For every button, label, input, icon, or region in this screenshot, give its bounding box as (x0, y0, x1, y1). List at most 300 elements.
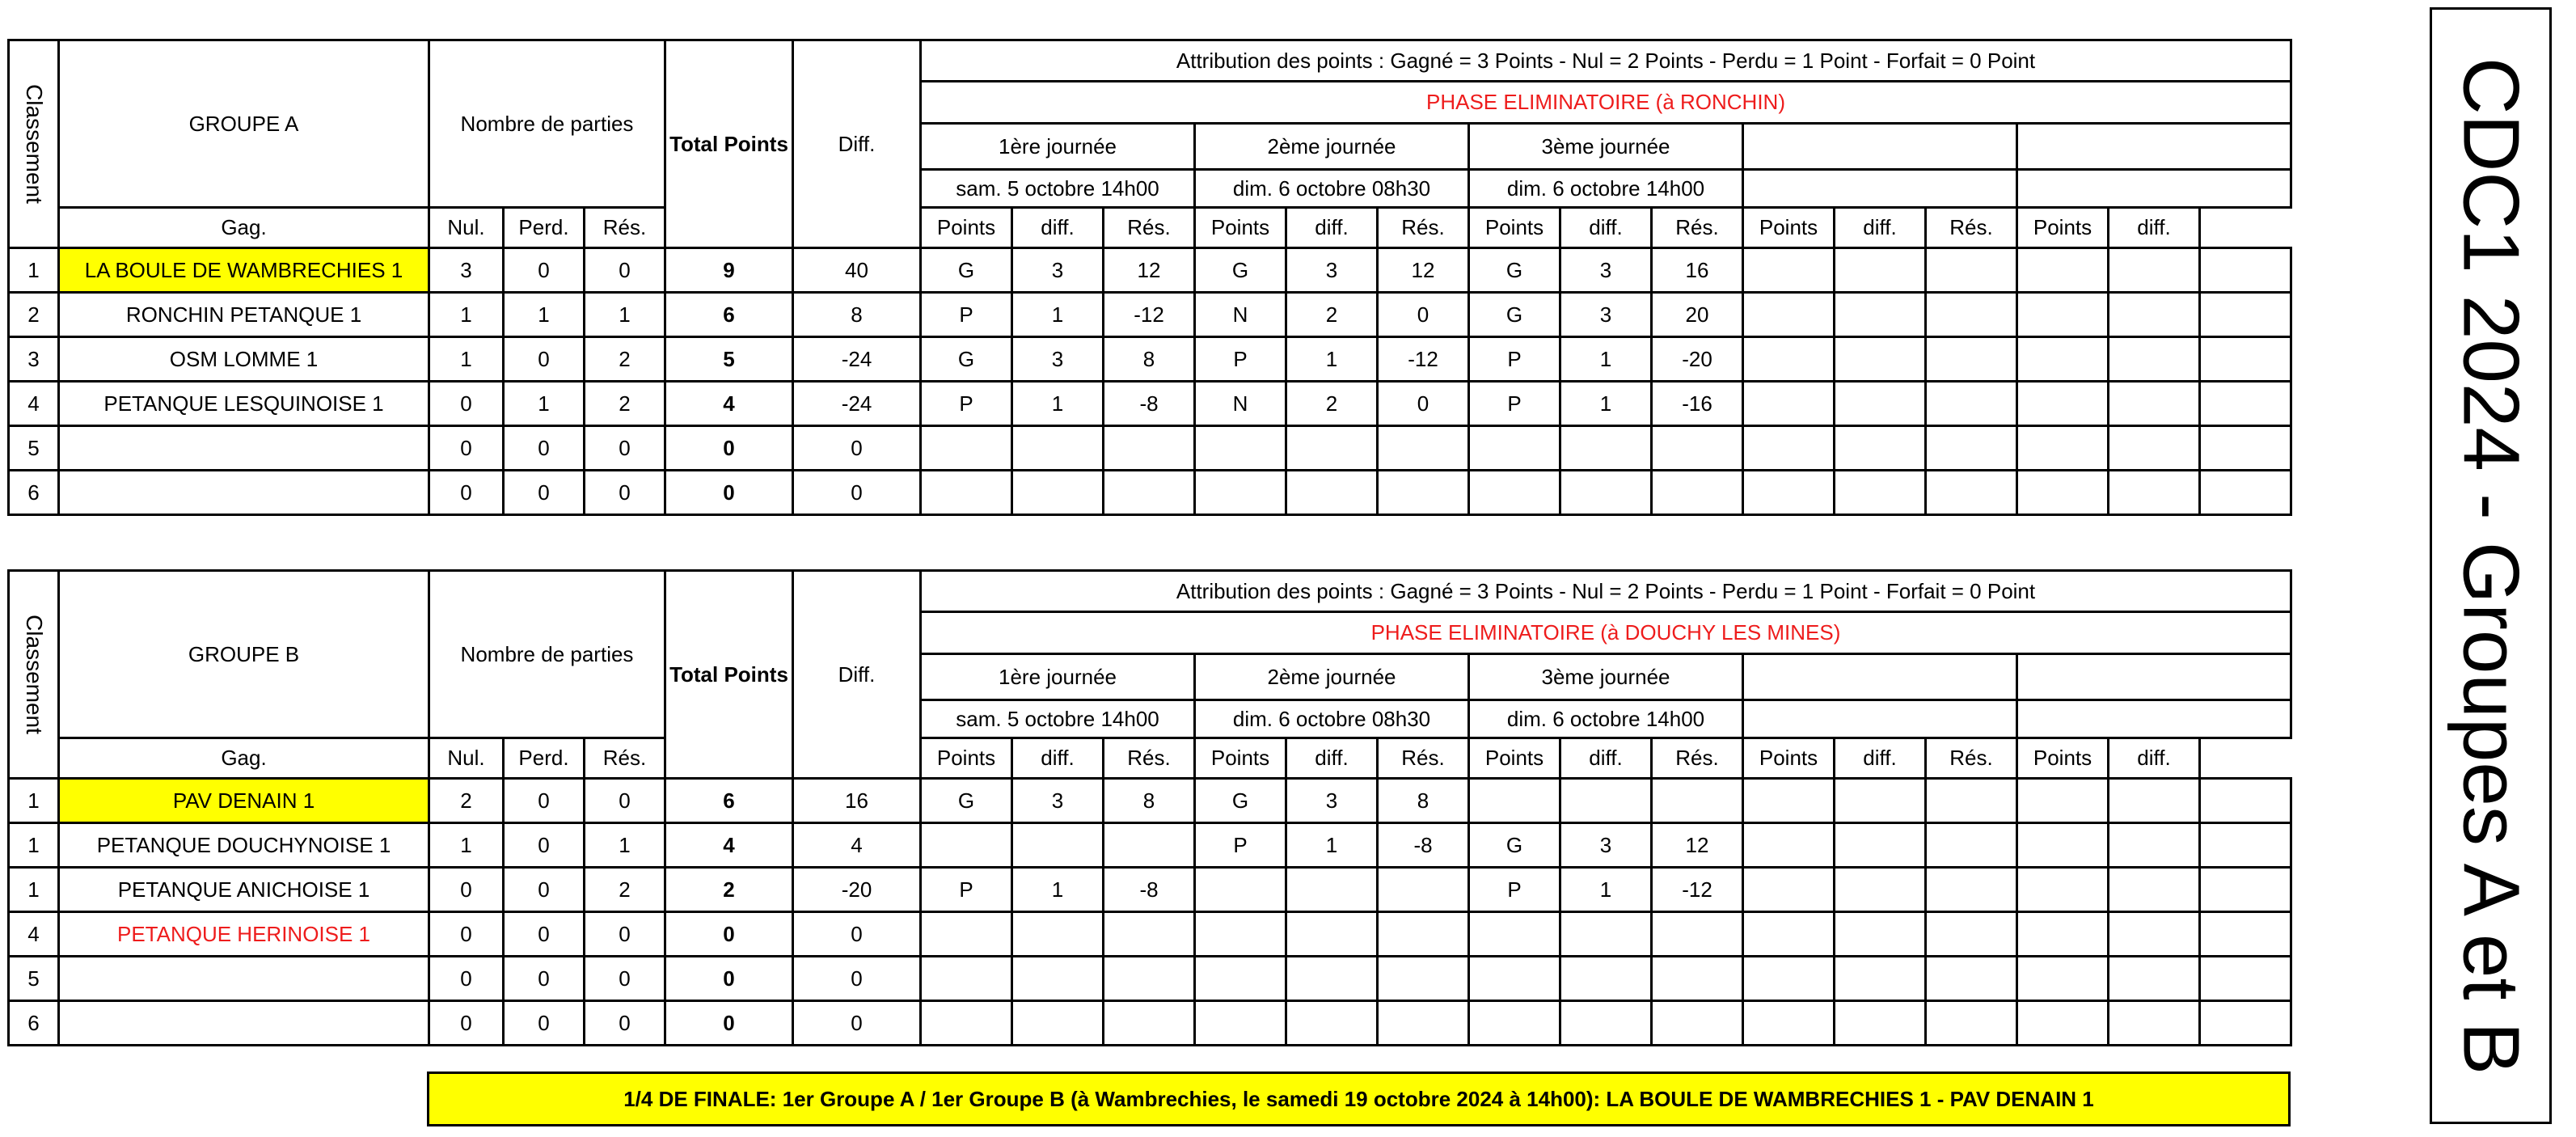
points-header: Points (1469, 738, 1560, 779)
team-name: PAV DENAIN 1 (59, 779, 429, 823)
table-row (9, 912, 2291, 957)
diff-small-cell: 12 (1378, 248, 1469, 293)
points-cell (1835, 868, 1926, 912)
points-cell (2109, 868, 2200, 912)
team-name (59, 426, 429, 471)
table-row (9, 248, 2291, 293)
points-cell (2109, 382, 2200, 426)
points-cell: 3 (1560, 248, 1652, 293)
journee-date: sam. 5 octobre 14h00 (921, 170, 1195, 208)
points-cell (1560, 779, 1652, 823)
result-cell: G (1469, 248, 1560, 293)
diff-small-cell (1104, 1001, 1195, 1046)
result-cell: G (1469, 823, 1560, 868)
gag-cell: 1 (429, 293, 504, 337)
points-cell (1286, 957, 1378, 1001)
result-cell (1469, 957, 1560, 1001)
gag-cell: 1 (429, 337, 504, 382)
team-name: RONCHIN PETANQUE 1 (59, 293, 429, 337)
points-cell (1835, 957, 1926, 1001)
result-cell (2017, 957, 2109, 1001)
res-header: Rés. (585, 208, 665, 248)
points-cell: 1 (1560, 337, 1652, 382)
journee-title (1743, 124, 2017, 170)
table-row (9, 868, 2291, 912)
points-cell (1012, 426, 1104, 471)
group-name: GROUPE A (59, 40, 429, 208)
result-cell (1469, 426, 1560, 471)
team-name (59, 471, 429, 515)
diff-small-cell (1652, 426, 1743, 471)
points-attribution: Attribution des points : Gagné = 3 Points - Nul = 2 Points - Perdu = 1 Point - Forfait = 0 Point (921, 571, 2291, 612)
journee-date: dim. 6 octobre 14h00 (1469, 700, 1743, 738)
points-cell: 3 (1560, 293, 1652, 337)
points-cell (1835, 912, 1926, 957)
diff-small-cell (2200, 337, 2291, 382)
points-header: Points (1743, 208, 1835, 248)
diff-small-cell: -8 (1104, 868, 1195, 912)
rank-cell: 2 (9, 293, 59, 337)
res-header: Rés. (1926, 208, 2017, 248)
points-cell (1560, 957, 1652, 1001)
diff-small-cell: 20 (1652, 293, 1743, 337)
perd-header: Perd. (504, 208, 585, 248)
result-cell (2017, 823, 2109, 868)
rank-cell: 1 (9, 248, 59, 293)
result-cell (1743, 337, 1835, 382)
result-cell (2017, 912, 2109, 957)
points-attribution: Attribution des points : Gagné = 3 Points - Nul = 2 Points - Perdu = 1 Point - Forfait = 0 Point (921, 40, 2291, 82)
diff-cell: 0 (793, 471, 921, 515)
result-cell (1469, 912, 1560, 957)
diff-small-header: diff. (1560, 208, 1652, 248)
res-header: Rés. (1104, 208, 1195, 248)
points-cell (2109, 779, 2200, 823)
perd-cell: 2 (585, 337, 665, 382)
diff-cell: 0 (793, 912, 921, 957)
gag-cell: 0 (429, 868, 504, 912)
nombre-parties-header: Nombre de parties (429, 40, 665, 208)
points-cell (1012, 823, 1104, 868)
diff-small-header: diff. (2109, 738, 2200, 779)
journee-date (2017, 700, 2291, 738)
diff-small-header: diff. (1560, 738, 1652, 779)
points-header: Points (921, 208, 1012, 248)
diff-small-header: diff. (1012, 208, 1104, 248)
nul-cell: 0 (504, 779, 585, 823)
points-cell (1835, 1001, 1926, 1046)
perd-cell: 0 (585, 471, 665, 515)
result-cell: P (1469, 382, 1560, 426)
diff-small-cell: -16 (1652, 382, 1743, 426)
points-cell: 1 (1012, 293, 1104, 337)
diff-small-cell: 0 (1378, 293, 1469, 337)
nul-cell: 0 (504, 248, 585, 293)
points-cell: 1 (1286, 823, 1378, 868)
result-cell (921, 912, 1012, 957)
classement-header: Classement (9, 571, 59, 779)
result-cell: P (1469, 868, 1560, 912)
points-cell: 1 (1560, 868, 1652, 912)
diff-small-cell (1926, 382, 2017, 426)
result-cell (1743, 248, 1835, 293)
diff-small-cell (1926, 868, 2017, 912)
points-header: Points (2017, 738, 2109, 779)
points-cell: 3 (1012, 337, 1104, 382)
result-cell (1469, 471, 1560, 515)
res-header: Rés. (1378, 208, 1469, 248)
nul-cell: 1 (504, 382, 585, 426)
points-cell (1835, 337, 1926, 382)
page-title: CDC1 2024 - Groupes A et B (2447, 57, 2536, 1075)
result-cell (2017, 382, 2109, 426)
points-cell (1012, 471, 1104, 515)
nul-cell: 0 (504, 957, 585, 1001)
table-row (9, 337, 2291, 382)
result-cell (1743, 1001, 1835, 1046)
team-name: PETANQUE DOUCHYNOISE 1 (59, 823, 429, 868)
perd-cell: 0 (585, 426, 665, 471)
diff-small-cell: 8 (1104, 779, 1195, 823)
result-cell (2017, 248, 2109, 293)
perd-cell: 0 (585, 248, 665, 293)
nul-cell: 0 (504, 868, 585, 912)
nul-header: Nul. (429, 738, 504, 779)
result-cell (1195, 1001, 1286, 1046)
gag-cell: 0 (429, 471, 504, 515)
table-row (9, 426, 2291, 471)
result-cell (1743, 426, 1835, 471)
gag-cell: 2 (429, 779, 504, 823)
diff-cell: 0 (793, 957, 921, 1001)
diff-small-header: diff. (1286, 738, 1378, 779)
perd-cell: 0 (585, 779, 665, 823)
diff-small-header: diff. (1835, 208, 1926, 248)
diff-header: Diff. (793, 571, 921, 779)
result-cell: N (1195, 382, 1286, 426)
diff-cell: 40 (793, 248, 921, 293)
diff-small-cell (1926, 471, 2017, 515)
nul-cell: 0 (504, 1001, 585, 1046)
result-cell: G (1195, 248, 1286, 293)
points-cell (1835, 779, 1926, 823)
perd-cell: 1 (585, 823, 665, 868)
diff-small-cell (1378, 868, 1469, 912)
points-cell (2109, 337, 2200, 382)
diff-small-cell: 12 (1104, 248, 1195, 293)
points-header: Points (1195, 208, 1286, 248)
phase-title: PHASE ELIMINATOIRE (à DOUCHY LES MINES) (921, 612, 2291, 654)
result-cell (1195, 912, 1286, 957)
nul-cell: 0 (504, 337, 585, 382)
result-cell (921, 1001, 1012, 1046)
diff-small-cell (1652, 912, 1743, 957)
page-title-box (2430, 7, 2552, 1124)
result-cell (1743, 382, 1835, 426)
rank-cell: 5 (9, 426, 59, 471)
diff-small-header: diff. (1286, 208, 1378, 248)
diff-small-cell: -12 (1104, 293, 1195, 337)
diff-small-cell (1378, 426, 1469, 471)
diff-small-cell: -8 (1104, 382, 1195, 426)
diff-cell: 16 (793, 779, 921, 823)
points-cell (2109, 471, 2200, 515)
nul-cell: 1 (504, 293, 585, 337)
gag-cell: 0 (429, 382, 504, 426)
total-points-header: Total Points (665, 571, 793, 779)
diff-small-cell (2200, 823, 2291, 868)
points-cell: 2 (1286, 293, 1378, 337)
diff-small-cell (1652, 779, 1743, 823)
points-cell (2109, 823, 2200, 868)
result-cell (2017, 779, 2109, 823)
group-table (7, 39, 2292, 516)
points-cell: 1 (1012, 868, 1104, 912)
table-row (9, 957, 2291, 1001)
result-cell (1195, 957, 1286, 1001)
total-points-cell: 5 (665, 337, 793, 382)
diff-header: Diff. (793, 40, 921, 248)
total-points-cell: 4 (665, 382, 793, 426)
journee-date (1743, 170, 2017, 208)
rank-cell: 6 (9, 1001, 59, 1046)
result-cell: P (1195, 337, 1286, 382)
diff-small-header: diff. (1835, 738, 1926, 779)
diff-small-cell: 16 (1652, 248, 1743, 293)
diff-cell: 8 (793, 293, 921, 337)
diff-cell: -24 (793, 382, 921, 426)
journee-date: dim. 6 octobre 14h00 (1469, 170, 1743, 208)
diff-small-cell: 8 (1104, 337, 1195, 382)
gag-cell: 0 (429, 912, 504, 957)
diff-cell: 0 (793, 426, 921, 471)
diff-small-cell (2200, 382, 2291, 426)
diff-small-header: diff. (2109, 208, 2200, 248)
nul-cell: 0 (504, 471, 585, 515)
result-cell (2017, 293, 2109, 337)
team-name (59, 957, 429, 1001)
team-name (59, 1001, 429, 1046)
points-header: Points (1743, 738, 1835, 779)
points-cell (1560, 1001, 1652, 1046)
team-name: PETANQUE LESQUINOISE 1 (59, 382, 429, 426)
total-points-cell: 0 (665, 471, 793, 515)
journee-title: 1ère journée (921, 654, 1195, 700)
diff-small-cell (1926, 912, 2017, 957)
nul-cell: 0 (504, 823, 585, 868)
result-cell (921, 471, 1012, 515)
gag-cell: 0 (429, 957, 504, 1001)
diff-small-cell (2200, 868, 2291, 912)
diff-small-cell (1926, 293, 2017, 337)
result-cell (1743, 471, 1835, 515)
rank-cell: 4 (9, 912, 59, 957)
points-cell (1560, 471, 1652, 515)
points-cell (1286, 1001, 1378, 1046)
nul-cell: 0 (504, 912, 585, 957)
journee-title: 2ème journée (1195, 654, 1469, 700)
total-points-cell: 9 (665, 248, 793, 293)
total-points-cell: 6 (665, 293, 793, 337)
res-header: Rés. (585, 738, 665, 779)
gag-cell: 1 (429, 823, 504, 868)
diff-small-cell (1652, 1001, 1743, 1046)
points-cell: 1 (1286, 337, 1378, 382)
points-cell: 3 (1286, 248, 1378, 293)
points-cell: 2 (1286, 382, 1378, 426)
perd-cell: 1 (585, 293, 665, 337)
points-cell: 3 (1286, 779, 1378, 823)
result-cell (2017, 1001, 2109, 1046)
group-table (7, 569, 2292, 1046)
journee-title: 1ère journée (921, 124, 1195, 170)
result-cell: P (921, 868, 1012, 912)
result-cell (1469, 1001, 1560, 1046)
result-cell (921, 823, 1012, 868)
points-cell: 3 (1560, 823, 1652, 868)
diff-small-cell: -12 (1378, 337, 1469, 382)
gag-header: Gag. (59, 208, 429, 248)
table-row (9, 471, 2291, 515)
points-cell (1835, 426, 1926, 471)
journee-title (1743, 654, 2017, 700)
diff-small-cell (1104, 471, 1195, 515)
nul-cell: 0 (504, 426, 585, 471)
rank-cell: 1 (9, 779, 59, 823)
gag-cell: 3 (429, 248, 504, 293)
points-header: Points (1195, 738, 1286, 779)
points-cell (1835, 248, 1926, 293)
diff-small-cell (2200, 471, 2291, 515)
result-cell (2017, 471, 2109, 515)
journee-title (2017, 654, 2291, 700)
result-cell (1743, 293, 1835, 337)
points-cell (2109, 912, 2200, 957)
diff-small-cell (1104, 426, 1195, 471)
diff-small-cell: 0 (1378, 382, 1469, 426)
diff-small-cell (1926, 337, 2017, 382)
diff-small-cell (1104, 957, 1195, 1001)
result-cell: N (1195, 293, 1286, 337)
points-cell (1012, 1001, 1104, 1046)
total-points-cell: 0 (665, 957, 793, 1001)
points-cell (2109, 1001, 2200, 1046)
journee-title: 3ème journée (1469, 654, 1743, 700)
table-row (9, 293, 2291, 337)
diff-small-cell (2200, 912, 2291, 957)
team-name: PETANQUE HERINOISE 1 (59, 912, 429, 957)
rank-cell: 1 (9, 823, 59, 868)
points-cell (1012, 957, 1104, 1001)
diff-small-cell: 8 (1378, 779, 1469, 823)
res-header: Rés. (1926, 738, 2017, 779)
points-cell (1560, 912, 1652, 957)
diff-small-cell (1378, 957, 1469, 1001)
points-cell (1835, 293, 1926, 337)
points-header: Points (921, 738, 1012, 779)
diff-cell: 0 (793, 1001, 921, 1046)
result-cell (1743, 957, 1835, 1001)
total-points-cell: 4 (665, 823, 793, 868)
journee-date: sam. 5 octobre 14h00 (921, 700, 1195, 738)
diff-small-cell (1104, 823, 1195, 868)
result-cell (921, 426, 1012, 471)
diff-small-cell (1926, 957, 2017, 1001)
perd-cell: 0 (585, 957, 665, 1001)
result-cell (1195, 426, 1286, 471)
result-cell: G (921, 248, 1012, 293)
points-cell (2109, 426, 2200, 471)
diff-small-cell (2200, 248, 2291, 293)
journee-date: dim. 6 octobre 08h30 (1195, 170, 1469, 208)
result-cell (1743, 868, 1835, 912)
rank-cell: 5 (9, 957, 59, 1001)
diff-small-cell (1926, 823, 2017, 868)
journee-date (1743, 700, 2017, 738)
diff-cell: -24 (793, 337, 921, 382)
points-cell: 1 (1012, 382, 1104, 426)
diff-small-cell (1926, 779, 2017, 823)
total-points-cell: 0 (665, 426, 793, 471)
diff-small-cell (1104, 912, 1195, 957)
diff-small-cell (2200, 426, 2291, 471)
journee-date: dim. 6 octobre 08h30 (1195, 700, 1469, 738)
diff-small-cell: -8 (1378, 823, 1469, 868)
diff-cell: -20 (793, 868, 921, 912)
res-header: Rés. (1104, 738, 1195, 779)
nul-header: Nul. (429, 208, 504, 248)
result-cell (2017, 337, 2109, 382)
result-cell: P (1469, 337, 1560, 382)
total-points-cell: 0 (665, 1001, 793, 1046)
perd-cell: 2 (585, 382, 665, 426)
diff-small-cell (1926, 426, 2017, 471)
diff-small-cell (1926, 1001, 2017, 1046)
points-cell (1286, 868, 1378, 912)
classement-header: Classement (9, 40, 59, 248)
rank-cell: 4 (9, 382, 59, 426)
points-cell (1286, 471, 1378, 515)
rank-cell: 1 (9, 868, 59, 912)
rank-cell: 3 (9, 337, 59, 382)
diff-small-cell: -12 (1652, 868, 1743, 912)
points-header: Points (1469, 208, 1560, 248)
result-cell (1743, 779, 1835, 823)
gag-cell: 0 (429, 1001, 504, 1046)
quarter-final-banner: 1/4 DE FINALE: 1er Groupe A / 1er Groupe B (à Wambrechies, le samedi 19 octobre 2024 à 14h00): LA BOULE DE WAMBRECHIES 1 - PAV DENAIN 1 (427, 1071, 2291, 1126)
points-header: Points (2017, 208, 2109, 248)
total-points-header: Total Points (665, 40, 793, 248)
diff-small-cell (2200, 293, 2291, 337)
diff-small-cell (2200, 957, 2291, 1001)
points-cell: 3 (1012, 779, 1104, 823)
table-row (9, 382, 2291, 426)
points-cell (1286, 426, 1378, 471)
result-cell (2017, 868, 2109, 912)
team-name: PETANQUE ANICHOISE 1 (59, 868, 429, 912)
gag-header: Gag. (59, 738, 429, 779)
points-cell: 1 (1560, 382, 1652, 426)
points-cell (2109, 248, 2200, 293)
perd-header: Perd. (504, 738, 585, 779)
diff-small-cell (1378, 912, 1469, 957)
points-cell (2109, 293, 2200, 337)
points-cell: 3 (1012, 248, 1104, 293)
diff-small-cell: 12 (1652, 823, 1743, 868)
result-cell (1743, 912, 1835, 957)
points-cell (1835, 471, 1926, 515)
journee-title: 2ème journée (1195, 124, 1469, 170)
